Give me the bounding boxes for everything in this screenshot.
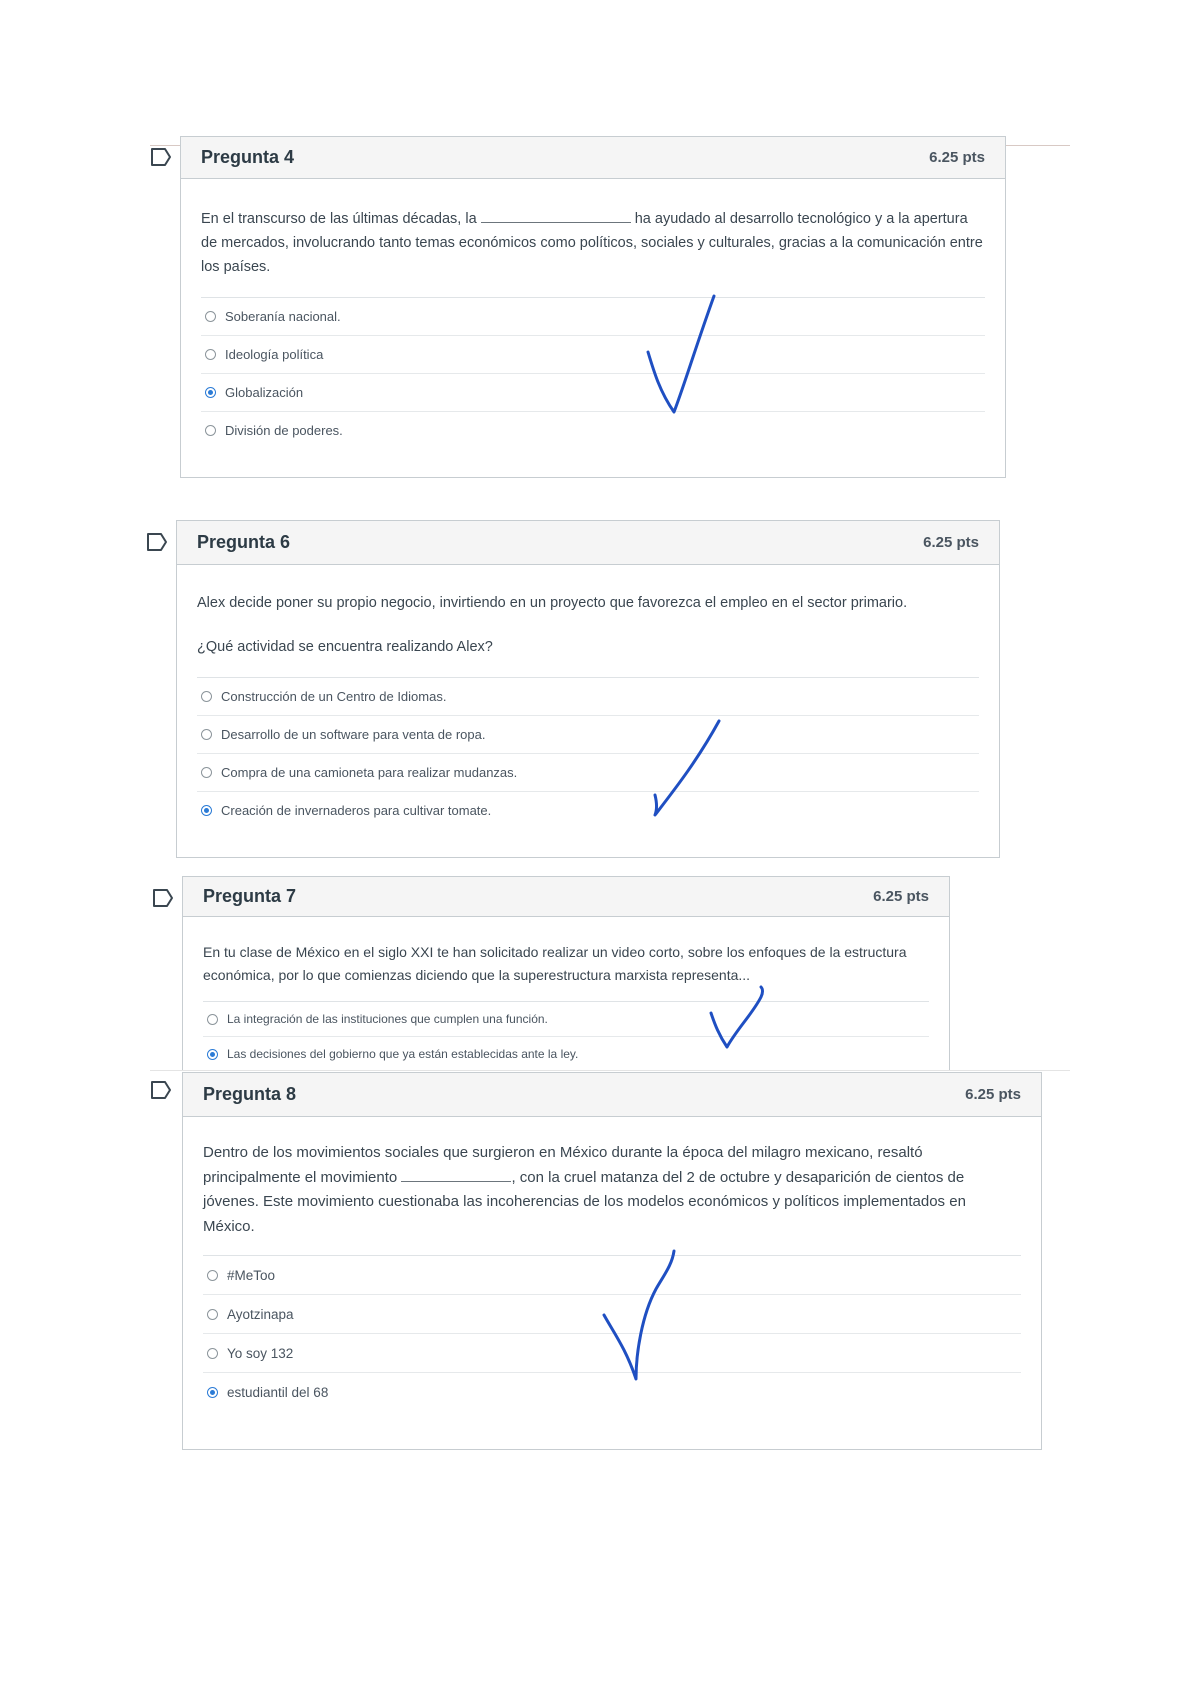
answer-label: Yo soy 132 — [227, 1345, 294, 1361]
answer-label: La integración de las instituciones que cumplen una función. — [227, 1012, 548, 1026]
answer-label: Ayotzinapa — [227, 1306, 294, 1322]
question-header — [183, 1073, 1041, 1117]
radio-button[interactable] — [201, 767, 212, 778]
answer-list — [203, 1001, 929, 1070]
answer-option[interactable] — [203, 1295, 1021, 1334]
radio-button-checked[interactable] — [201, 805, 212, 816]
answer-label: Globalización — [225, 385, 304, 400]
answer-option-selected[interactable] — [201, 374, 985, 412]
answer-label: Construcción de un Centro de Idiomas. — [221, 689, 447, 704]
radio-button[interactable] — [201, 691, 212, 702]
question-text-before-blank: Dentro de los movimientos sociales que surgieron en México durante la época del milagro mexicano, resaltó principalmente el movimiento — [203, 1144, 923, 1186]
answer-option[interactable] — [197, 754, 979, 792]
radio-button[interactable] — [205, 425, 216, 436]
answer-list — [197, 677, 979, 829]
answer-label: #MeToo — [227, 1267, 276, 1283]
answer-option[interactable] — [203, 1334, 1021, 1373]
question-title: Pregunta 4 — [201, 147, 295, 167]
separator-line — [150, 1070, 1070, 1071]
answer-option-selected[interactable] — [203, 1373, 1021, 1411]
answer-option[interactable] — [197, 678, 979, 716]
question-card — [182, 876, 950, 1070]
radio-button[interactable] — [205, 311, 216, 322]
question-header — [181, 137, 1005, 179]
answer-label: Soberanía nacional. — [225, 309, 341, 324]
radio-button[interactable] — [207, 1014, 218, 1025]
answer-option-selected[interactable] — [203, 1037, 929, 1070]
radio-button-checked[interactable] — [205, 387, 216, 398]
flag-question-icon[interactable] — [150, 147, 172, 167]
question-points: 6.25 pts — [929, 149, 985, 166]
answer-option[interactable] — [203, 1002, 929, 1037]
answer-option[interactable] — [197, 716, 979, 754]
answer-label: Desarrollo de un software para venta de ropa. — [221, 727, 486, 742]
answer-label: Las decisiones del gobierno que ya están establecidas ante la ley. — [227, 1047, 579, 1061]
question-subtext: ¿Qué actividad se encuentra realizando Alex? — [197, 639, 493, 655]
answer-option-selected[interactable] — [197, 792, 979, 829]
question-text — [201, 207, 985, 279]
flag-question-icon[interactable] — [146, 532, 168, 552]
radio-button[interactable] — [205, 349, 216, 360]
radio-button[interactable] — [207, 1348, 218, 1359]
answer-list — [201, 297, 985, 449]
question-title: Pregunta 6 — [197, 532, 291, 552]
fill-in-blank — [481, 208, 631, 223]
question-card — [176, 520, 1000, 858]
radio-button[interactable] — [201, 729, 212, 740]
question-title: Pregunta 8 — [203, 1084, 297, 1104]
question-header — [183, 877, 949, 917]
question-text: Alex decide poner su propio negocio, invirtiendo en un proyecto que favorezca el empleo en el sector primario. — [197, 595, 908, 611]
radio-button[interactable] — [207, 1270, 218, 1281]
question-card — [182, 1072, 1042, 1450]
answer-option[interactable] — [203, 1256, 1021, 1295]
question-text-after-blank: , con la cruel matanza del 2 de octubre y desaparición de cientos de jóvenes. Este movimiento cuestionaba las incoherencias de los modelos económicos y políticos implementados en México. — [203, 1168, 966, 1235]
radio-button[interactable] — [207, 1309, 218, 1320]
answer-option[interactable] — [201, 412, 985, 449]
answer-label: División de poderes. — [225, 423, 343, 438]
answer-label: Creación de invernaderos para cultivar tomate. — [221, 803, 492, 818]
question-text-after-blank: ha ayudado al desarrollo tecnológico y a la apertura de mercados, involucrando tanto temas económicos como políticos, sociales y culturales, gracias a la comunicación entre los países. — [201, 211, 983, 275]
flag-question-icon[interactable] — [152, 888, 174, 908]
answer-label: estudiantil del 68 — [227, 1384, 329, 1400]
answer-label: Compra de una camioneta para realizar mudanzas. — [221, 765, 518, 780]
question-text — [203, 1141, 1021, 1239]
question-header — [177, 521, 999, 565]
question-points: 6.25 pts — [923, 534, 979, 551]
question-card — [180, 136, 1006, 478]
answer-option[interactable] — [201, 298, 985, 336]
answer-option[interactable] — [201, 336, 985, 374]
question-points: 6.25 pts — [873, 888, 929, 905]
fill-in-blank — [401, 1167, 511, 1182]
answer-label: Ideología política — [225, 347, 324, 362]
radio-button-checked[interactable] — [207, 1387, 218, 1398]
question-text: En tu clase de México en el siglo XXI te han solicitado realizar un video corto, sobre los enfoques de la estructura económica, por lo que comienzas diciendo que la superestructura marxista representa... — [203, 944, 907, 983]
question-points: 6.25 pts — [965, 1086, 1021, 1103]
answer-list — [203, 1255, 1021, 1411]
question-text-before-blank: En el transcurso de las últimas décadas, la — [201, 211, 477, 227]
flag-question-icon[interactable] — [150, 1080, 172, 1100]
radio-button-checked[interactable] — [207, 1049, 218, 1060]
question-title: Pregunta 7 — [203, 886, 297, 906]
